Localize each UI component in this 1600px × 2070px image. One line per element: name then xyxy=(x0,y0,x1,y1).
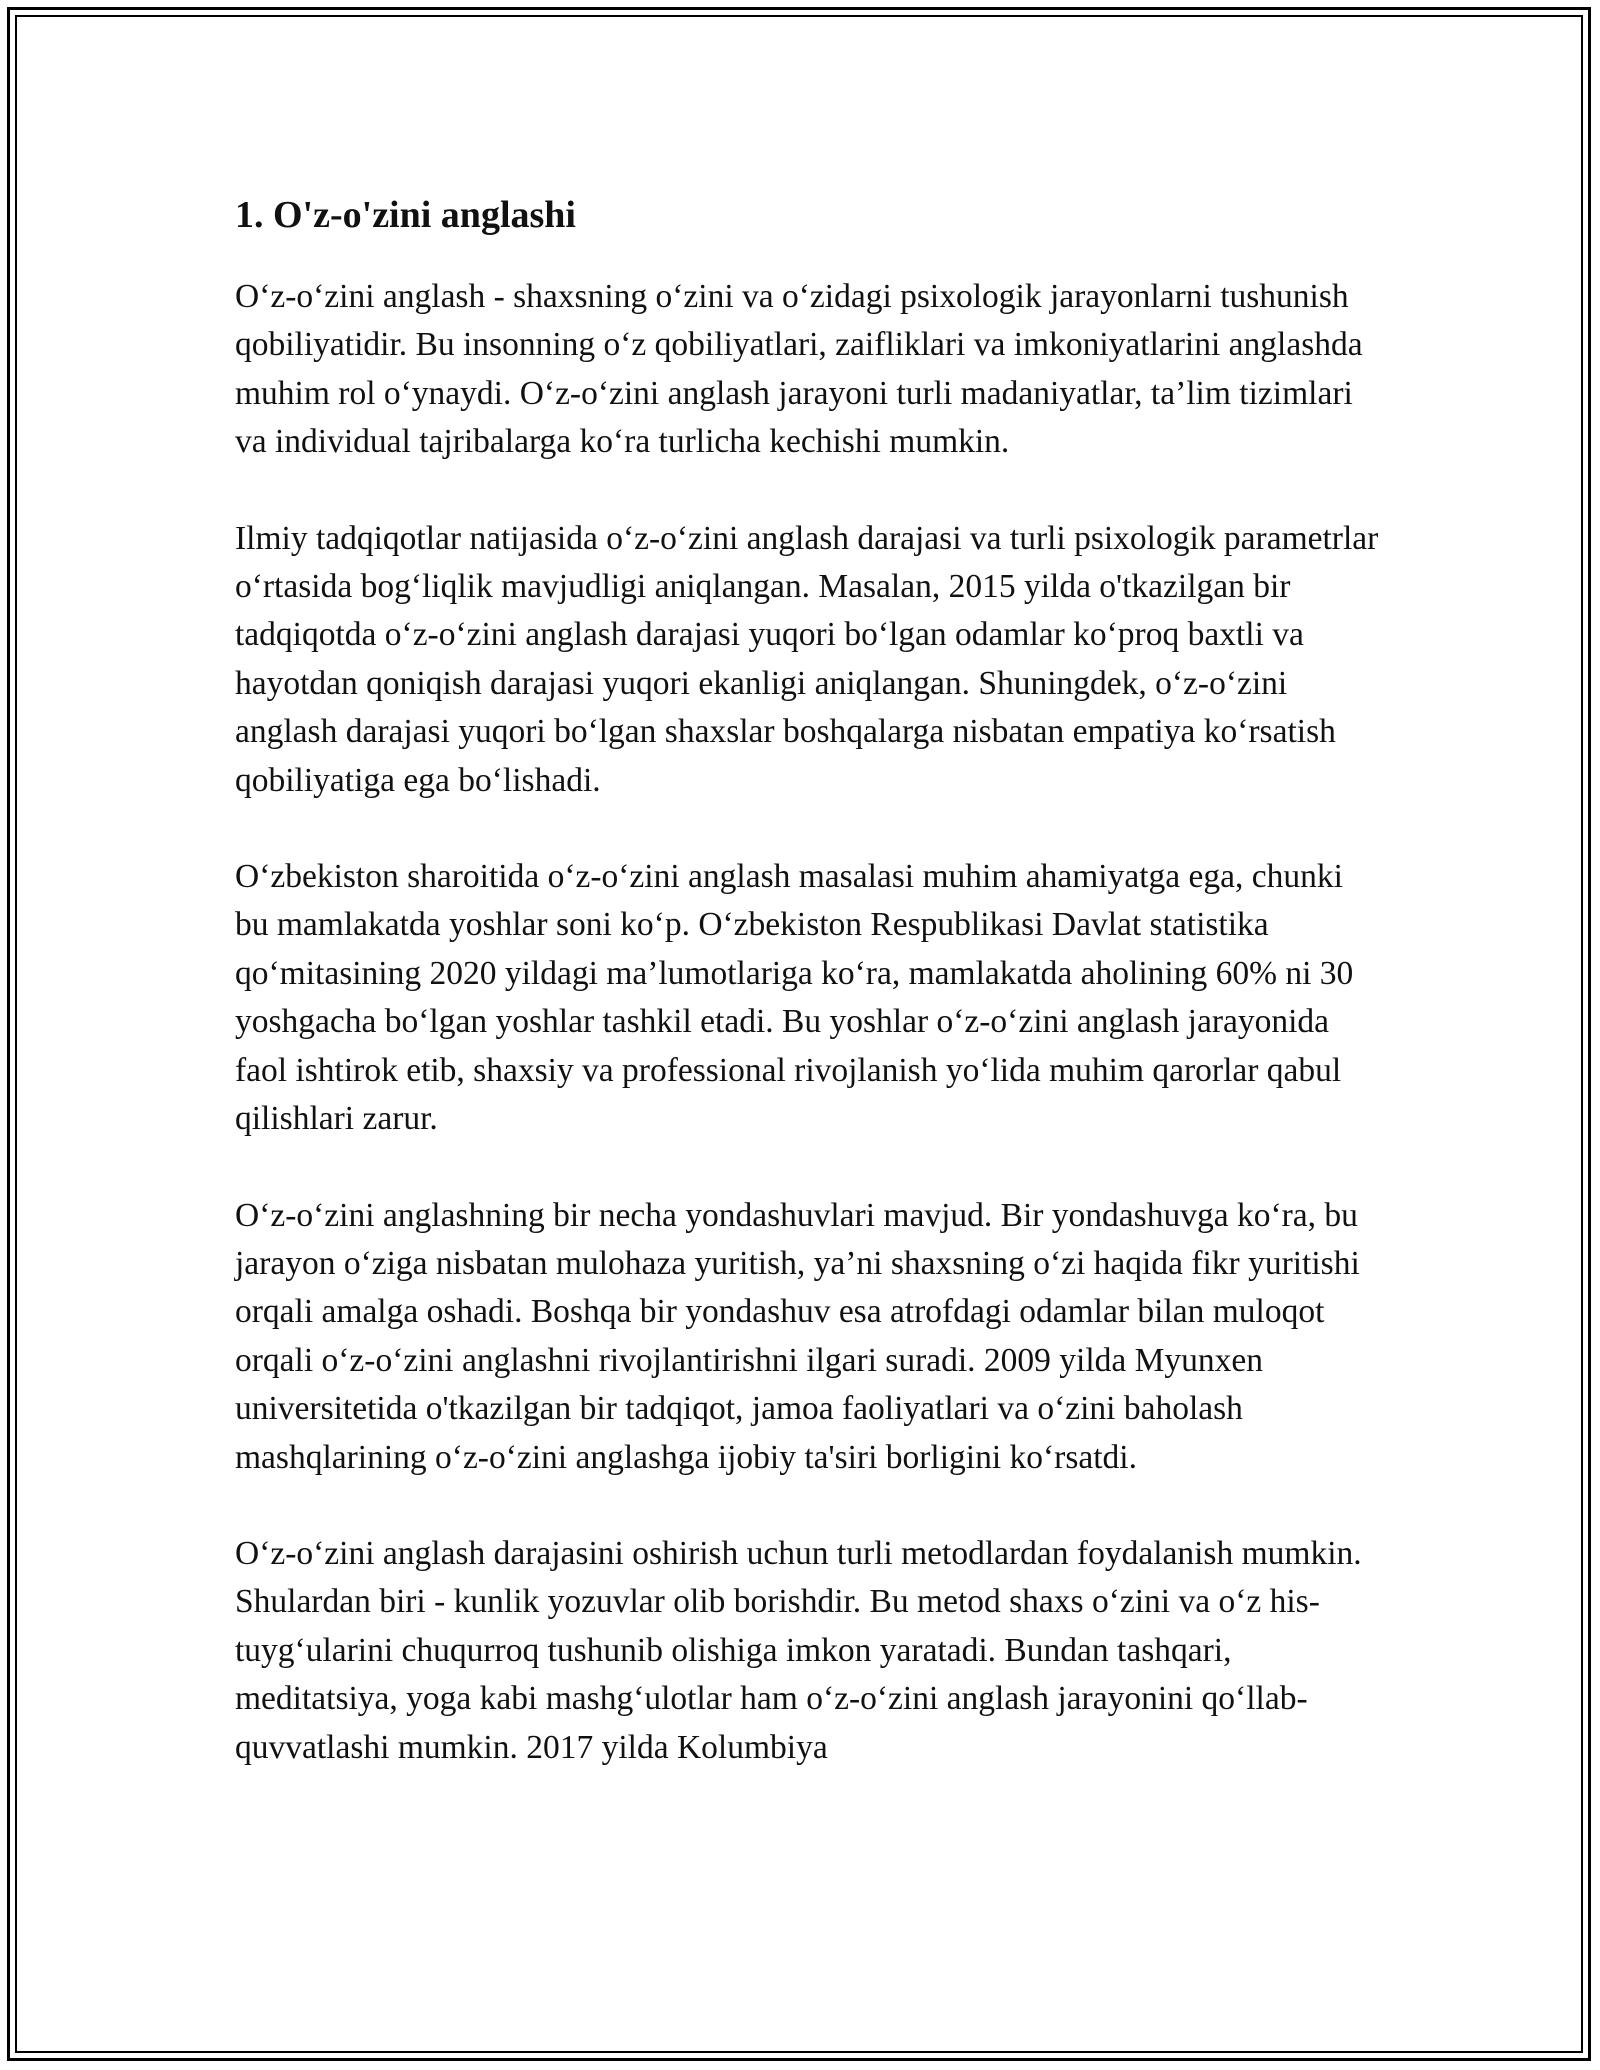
document-body xyxy=(235,187,1380,1772)
section-heading: 1. O'z-o'zini anglashi xyxy=(235,194,576,236)
paragraph-5: O‘z-o‘zini anglash darajasini oshirish uchun turli metodlardan foydalanish mumkin. Shulardan biri - kunlik yozuvlar olib borishdir. Bu metod shaxs o‘zini va o‘z his-tuyg‘ularini chuqurroq tushunib olishiga imkon yaratadi. Bundan tashqari, meditatsiya, yoga kabi mashg‘ulotlar ham o‘z-o‘zini anglash jarayonini qo‘llab-quvvatlashi mumkin. 2017 yilda Kolumbiya xyxy=(235,1534,1362,1766)
paragraph-2: Ilmiy tadqiqotlar natijasida o‘z-o‘zini anglash darajasi va turli psixologik parametrlar o‘rtasida bog‘liqlik mavjudligi aniqlangan. Masalan, 2015 yilda o'tkazilgan bir tadqiqotda o‘z-o‘zini anglash darajasi yuqori bo‘lgan odamlar ko‘proq baxtli va hayotdan qoniqish darajasi yuqori ekanligi aniqlangan. Shuningdek, o‘z-o‘zini anglash darajasi yuqori bo‘lgan shaxslar boshqalarga nisbatan empatiya ko‘rsatish qobiliyatiga ega bo‘lishadi. xyxy=(235,519,1379,799)
paragraph-1: O‘z-o‘zini anglash - shaxsning o‘zini va o‘zidagi psixologik jarayonlarni tushunish qobiliyatidir. Bu insonning o‘z qobiliyatlari, zaifliklari va imkoniyatlarini anglashda muhim rol o‘ynaydi. O‘z-o‘zini anglash jarayoni turli madaniyatlar, ta’lim tizimlari va individual tajribalarga ko‘ra turlicha kechishi mumkin. xyxy=(235,278,1363,461)
paragraph-3: O‘zbekiston sharoitida o‘z-o‘zini anglash masalasi muhim ahamiyatga ega, chunki bu mamlakatda yoshlar soni ko‘p. O‘zbekiston Respublikasi Davlat statistika qo‘mitasining 2020 yildagi ma’lumotlariga ko‘ra, mamlakatda aholining 60% ni 30 yoshgacha bo‘lgan yoshlar tashkil etadi. Bu yoshlar o‘z-o‘zini anglash jarayonida faol ishtirok etib, shaxsiy va professional rivojlanish yo‘lida muhim qarorlar qabul qilishlari zarur. xyxy=(235,858,1354,1138)
paragraph-4: O‘z-o‘zini anglashning bir necha yondashuvlari mavjud. Bir yondashuvga ko‘ra, bu jarayon o‘ziga nisbatan mulohaza yuritish, ya’ni shaxsning o‘zi haqida fikr yuritishi orqali amalga oshadi. Boshqa bir yondashuv esa atrofdagi odamlar bilan muloqot orqali o‘z-o‘zini anglashni rivojlantirishni ilgari suradi. 2009 yilda Myunxen universitetida o'tkazilgan bir tadqiqot, jamoa faoliyatlari va o‘zini baholash mashqlarining o‘z-o‘zini anglashga ijobiy ta'siri borligini ko‘rsatdi. xyxy=(235,1196,1360,1476)
